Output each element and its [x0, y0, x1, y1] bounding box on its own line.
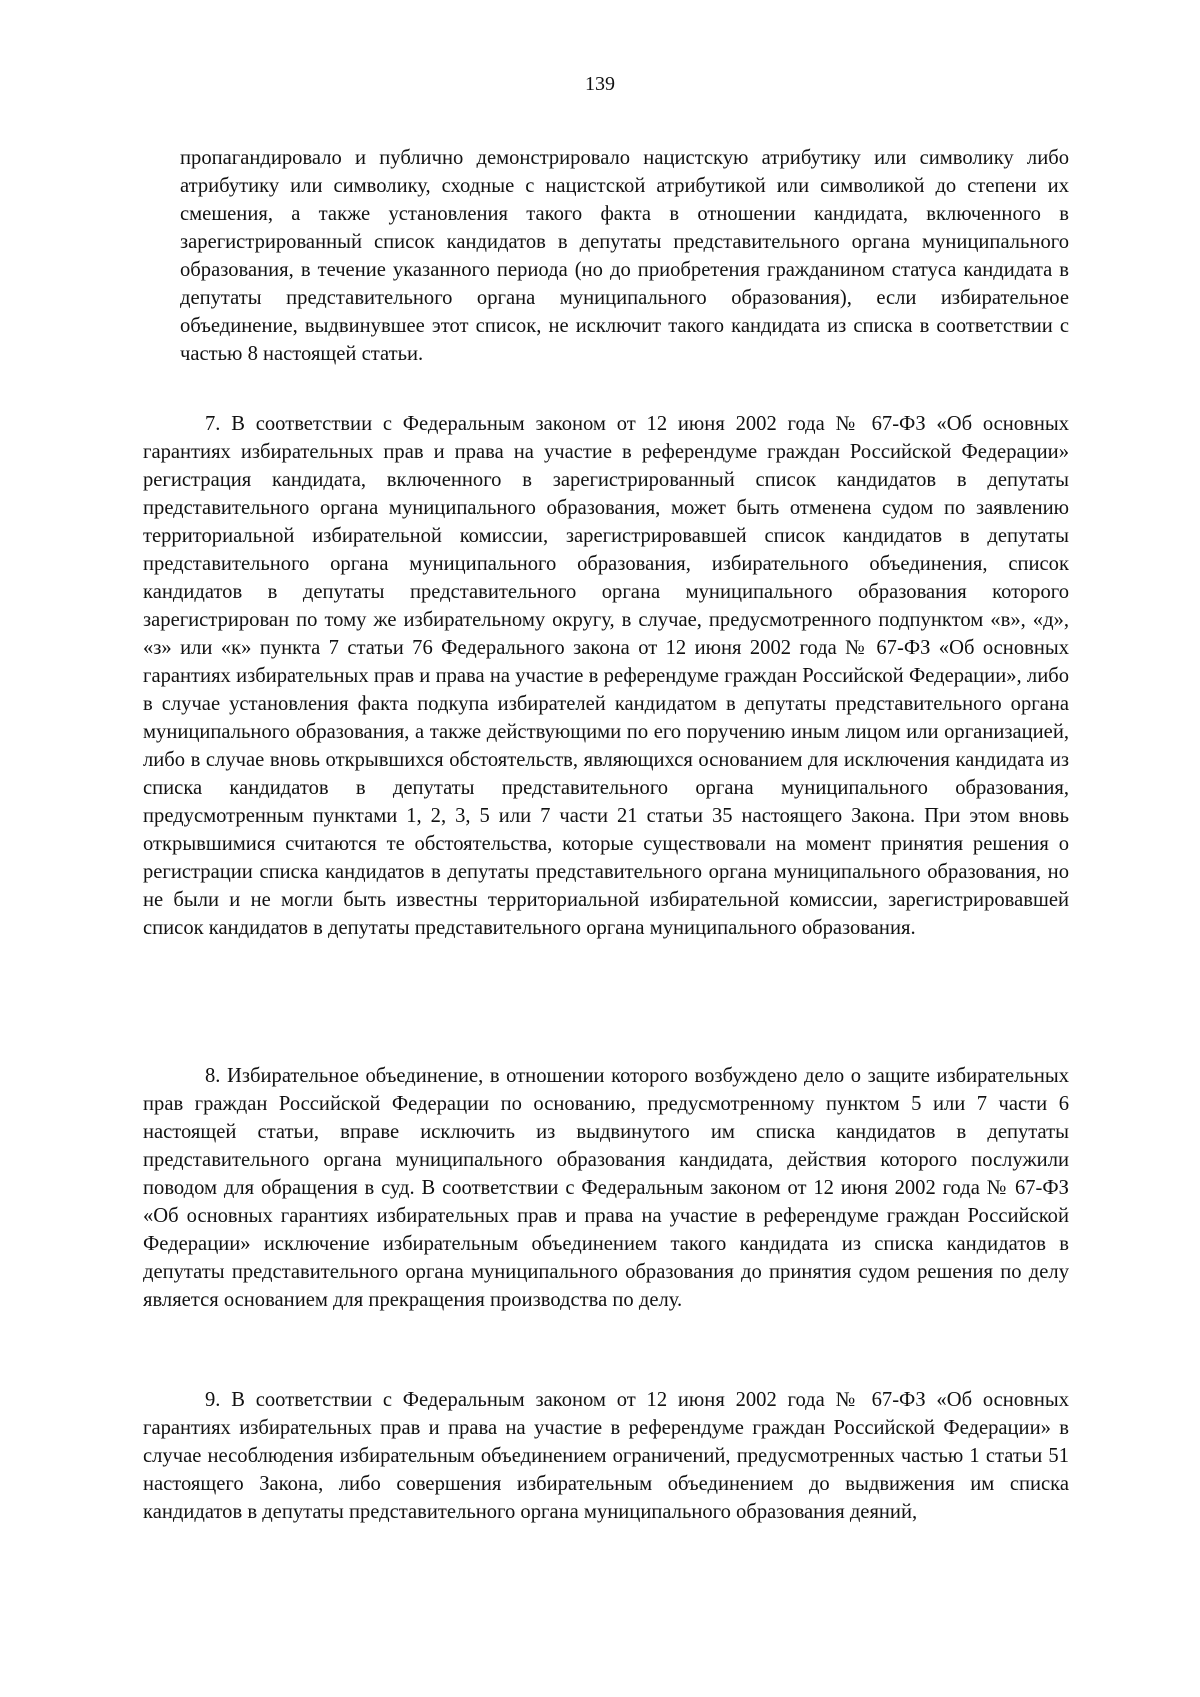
paragraph-8: 8. Избирательное объединение, в отношении которого возбуждено дело о защите избирательных прав граждан Российской Федерации по основанию, предусмотренному пунктом 5 или 7 части 6 настоящей статьи, вправе исключить из выдвинутого им списка кандидатов в депутаты представительного органа муниципального образования кандидата, действия которого послужили поводом для обращения в суд. В соответствии с Федеральным законом от 12 июня 2002 года № 67-ФЗ «Об основных гарантиях избирательных прав и права на участие в референдуме граждан Российской Федерации» исключение избирательным объединением такого кандидата из списка кандидатов в депутаты представительного органа муниципального образования до принятия судом решения по делу является основанием для прекращения производства по делу. — [143, 1065, 1069, 1311]
paragraph-9: 9. В соответствии с Федеральным законом от 12 июня 2002 года № 67-ФЗ «Об основных гарантиях избирательных прав и права на участие в референдуме граждан Российской Федерации» в случае несоблюдения избирательным объединением ограничений, предусмотренных частью 1 статьи 51 настоящего Закона, либо совершения избирательным объединением до выдвижения им списка кандидатов в депутаты представительного органа муниципального образования деяний, — [143, 1389, 1069, 1523]
page-number: 139 — [585, 73, 615, 95]
continuation-paragraph: пропагандировало и публично демонстрировало нацистскую атрибутику или символику либо атрибутику или символику, сходные с нацистской атрибутикой или символикой до степени их смешения, а также установления такого факта в отношении кандидата, включенного в зарегистрированный список кандидатов в депутаты представительного органа муниципального образования, в течение указанного периода (но до приобретения гражданином статуса кандидата в депутаты представительного органа муниципального образования), если избирательное объединение, выдвинувшее этот список, не исключит такого кандидата из списка в соответствии с частью 8 настоящей статьи. — [180, 147, 1069, 365]
paragraph-7: 7. В соответствии с Федеральным законом от 12 июня 2002 года № 67-ФЗ «Об основных гарантиях избирательных прав и права на участие в референдуме граждан Российской Федерации» регистрация кандидата, включенного в зарегистрированный список кандидатов в депутаты представительного органа муниципального образования, может быть отменена судом по заявлению территориальной избирательной комиссии, зарегистрировавшей список кандидатов в депутаты представительного органа муниципального образования, избирательного объединения, список кандидатов в депутаты представительного органа муниципального образования которого зарегистрирован по тому же избирательному округу, в случае, предусмотренного подпунктом «в», «д», «з» или «к» пункта 7 статьи 76 Федерального закона от 12 июня 2002 года № 67-ФЗ «Об основных гарантиях избирательных прав и права на участие в референдуме граждан Российской Федерации», либо в случае установления факта подкупа избирателей кандидатом в депутаты представительного органа муниципального образования, а также действующими по его поручению иным лицом или организацией, либо в случае вновь открывшихся обстоятельств, являющихся основанием для исключения кандидата из списка кандидатов в депутаты представительного органа муниципального образования, предусмотренным пунктами 1, 2, 3, 5 или 7 части 21 статьи 35 настоящего Закона. При этом вновь открывшимися считаются те обстоятельства, которые существовали на момент принятия решения о регистрации списка кандидатов в депутаты представительного органа муниципального образования, но не были и не могли быть известны территориальной избирательной комиссии, зарегистрировавшей список кандидатов в депутаты представительного органа муниципального образования. — [143, 413, 1069, 939]
